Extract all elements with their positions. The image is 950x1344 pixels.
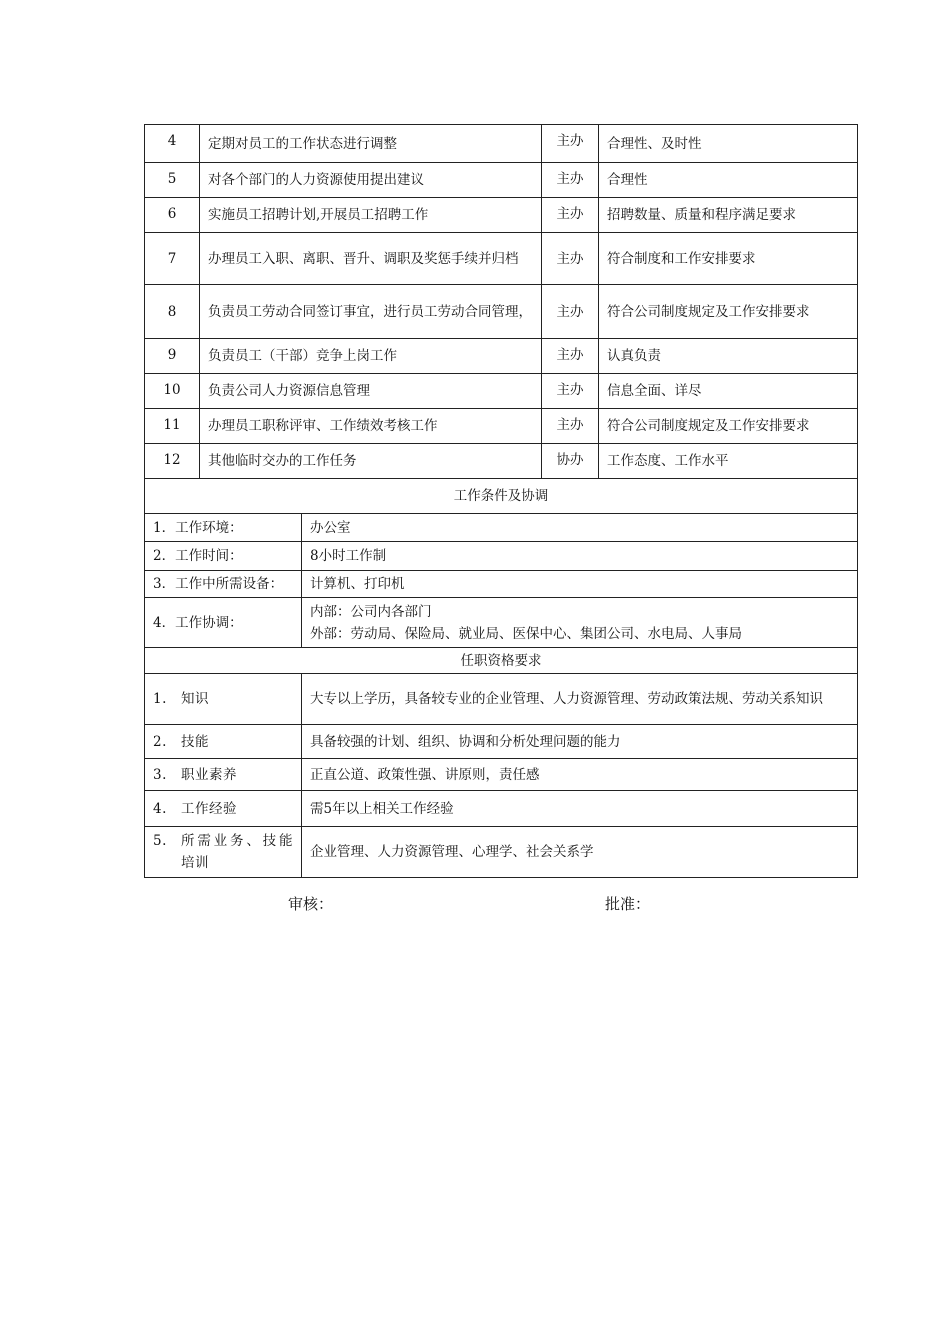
table-row [145,542,858,571]
duty-number: 10 [145,374,200,409]
duty-task: 办理员工入职、离职、晋升、调职及奖惩手续并归档 [200,233,542,285]
table-row [145,444,858,479]
duty-standard: 招聘数量、质量和程序满足要求 [599,198,858,233]
qualification-number: 5. [153,833,167,849]
table-row [145,759,858,791]
qualification-name: 工作经验 [181,800,237,817]
duty-standard: 符合公司制度规定及工作安排要求 [599,409,858,444]
qualification-label [145,759,302,791]
duty-number: 4 [145,125,200,163]
table-row [145,198,858,233]
duty-standard: 信息全面、详尽 [599,374,858,409]
duty-role: 主办 [542,409,599,444]
table-row [145,674,858,725]
review-signature-label: 审核： [288,895,334,913]
qualification-name: 所需业务、技能 [181,833,293,849]
duty-task: 定期对员工的工作状态进行调整 [200,125,542,163]
duty-role: 主办 [542,198,599,233]
duty-number: 6 [145,198,200,233]
duty-task: 对各个部门的人力资源使用提出建议 [200,163,542,198]
qualification-number: 3. [153,766,167,783]
table-row [145,598,858,648]
duty-role: 主办 [542,163,599,198]
conditions-qualifications-table [144,513,858,878]
table-row [145,339,858,374]
table-row [145,163,858,198]
approve-signature-label: 批准： [605,895,651,913]
duty-standard: 合理性 [599,163,858,198]
duties-table [144,124,858,514]
condition-value: 办公室 [302,514,858,542]
qualification-name: 职业素养 [181,766,237,783]
duty-role: 主办 [542,233,599,285]
duty-role: 主办 [542,339,599,374]
duty-role: 主办 [542,125,599,163]
coordination-internal: 内部：公司内各部门 [310,603,432,620]
conditions-header-row [145,479,858,514]
qualification-value: 企业管理、人力资源管理、心理学、社会关系学 [302,827,858,878]
table-row [145,571,858,598]
conditions-section-title: 工作条件及协调 [145,479,858,514]
table-row [145,374,858,409]
qualification-value: 需5年以上相关工作经验 [302,791,858,827]
duty-number: 8 [145,285,200,339]
qualification-label [145,791,302,827]
duty-standard: 合理性、及时性 [599,125,858,163]
duty-role: 主办 [542,374,599,409]
qualification-label [145,674,302,725]
qualifications-section-title: 任职资格要求 [145,648,858,674]
qualification-value: 正直公道、政策性强、讲原则，责任感 [302,759,858,791]
duty-task: 其他临时交办的工作任务 [200,444,542,479]
duty-number: 7 [145,233,200,285]
duty-task: 实施员工招聘计划,开展员工招聘工作 [200,198,542,233]
qualifications-header-row [145,648,858,674]
duty-standard: 工作态度、工作水平 [599,444,858,479]
qualification-label [145,827,302,878]
qualification-name: 技能 [181,733,209,750]
qualification-name: 知识 [181,691,209,707]
table-row [145,285,858,339]
duty-number: 11 [145,409,200,444]
duty-role: 协办 [542,444,599,479]
duty-number: 9 [145,339,200,374]
qualification-number: 4. [153,800,167,817]
duty-task: 办理员工职称评审、工作绩效考核工作 [200,409,542,444]
duty-number: 12 [145,444,200,479]
duty-task: 负责员工（干部）竞争上岗工作 [200,339,542,374]
table-row [145,409,858,444]
table-row [145,514,858,542]
condition-value [302,598,858,648]
table-row [145,791,858,827]
duty-number: 5 [145,163,200,198]
duty-role: 主办 [542,285,599,339]
table-row [145,827,858,878]
qualification-number: 1. [153,691,167,707]
duty-task: 负责员工劳动合同签订事宜，进行员工劳动合同管理， [200,285,542,339]
condition-label: 4．工作协调： [145,598,302,648]
qualification-label [145,725,302,759]
condition-label: 3．工作中所需设备： [145,571,302,598]
condition-label: 2．工作时间： [145,542,302,571]
qualification-number: 2. [153,733,167,750]
table-row [145,725,858,759]
duty-standard: 符合制度和工作安排要求 [599,233,858,285]
condition-value: 计算机、打印机 [302,571,858,598]
duty-task: 负责公司人力资源信息管理 [200,374,542,409]
condition-label: 1．工作环境： [145,514,302,542]
condition-value: 8小时工作制 [302,542,858,571]
table-row [145,125,858,163]
qualification-value: 大专以上学历，具备较专业的企业管理、人力资源管理、劳动政策法规、劳动关系知识 [302,674,858,725]
coordination-external: 外部：劳动局、保险局、就业局、医保中心、集团公司、水电局、人事局 [310,625,742,642]
qualification-value: 具备较强的计划、组织、协调和分析处理问题的能力 [302,725,858,759]
duty-standard: 符合公司制度规定及工作安排要求 [599,285,858,339]
duty-standard: 认真负责 [599,339,858,374]
table-row [145,233,858,285]
qualification-name-continued: 培训 [181,855,209,871]
